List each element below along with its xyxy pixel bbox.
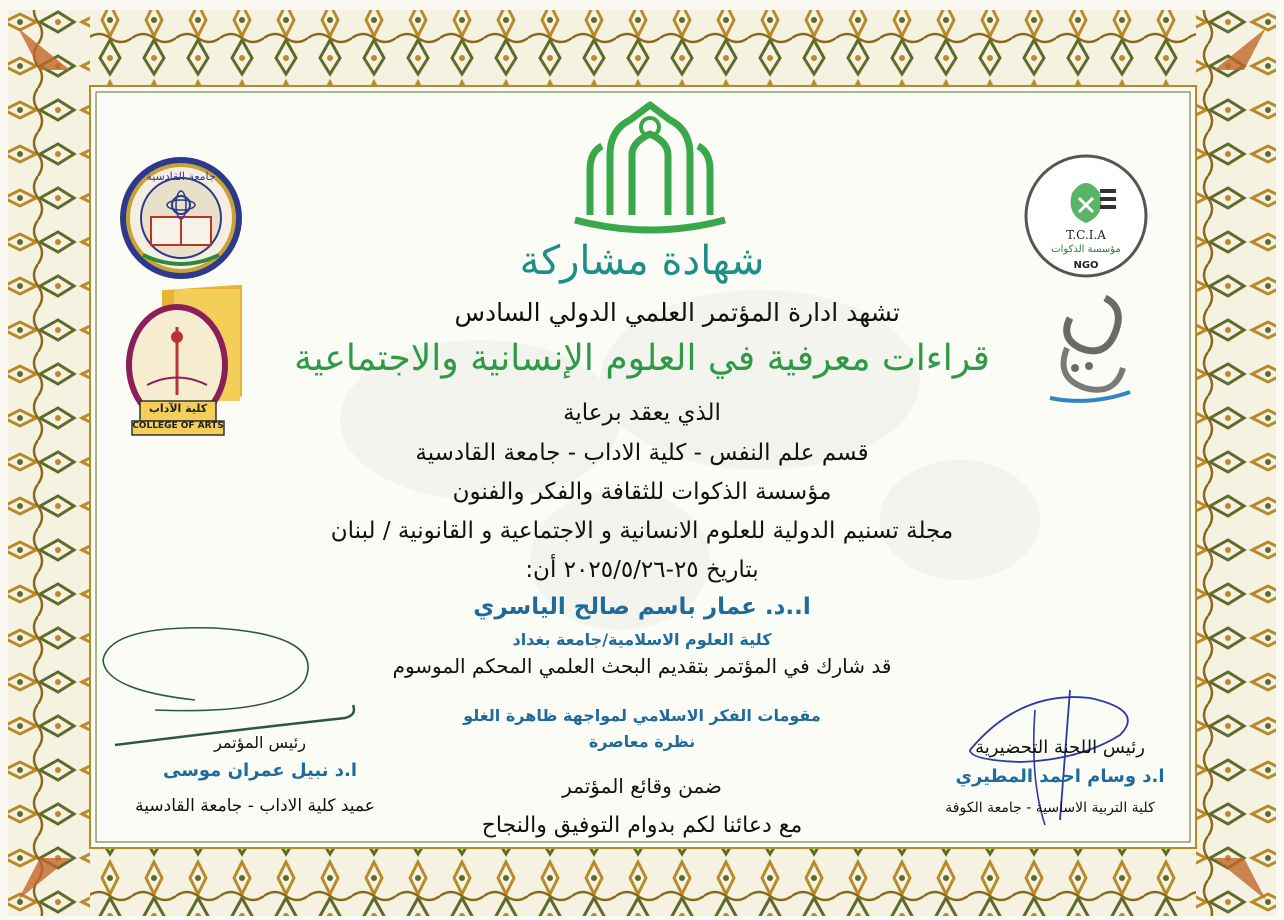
sponsor-line-1: قسم علم النفس - كلية الاداب - جامعة القادسية [415,440,869,466]
sponsor-line-2: مؤسسة الذكوات للثقافة والفكر والفنون [452,479,832,505]
left-signatory-name: ا.د نبيل عمران موسى [162,760,357,781]
participant-name: ا..د. عمار باسم صالح الياسري [473,594,811,620]
tcia-logo-ngo: NGO [1073,260,1099,271]
left-signatory-title: رئيس المؤتمر [214,733,306,752]
attest-line: تشهد ادارة المؤتمر العلمي الدولي السادس [454,298,900,327]
left-signature [95,620,365,750]
participation-text: قد شارك في المؤتمر بتقديم البحث العلمي المحكم الموسوم [392,654,892,678]
left-signatory-role: عميد كلية الاداب - جامعة القادسية [135,796,375,816]
right-signatory-role: كلية التربية الاساسية - جامعة الكوفة [945,800,1155,816]
qadisiyah-logo-text: جامعة القادسية [146,170,216,183]
right-signatory-title: رئيس اللجنة التحضيرية [975,737,1145,758]
research-title-line-1: مقومات الفكر الاسلامي لمواجهة ظاهرة الغلو [463,706,821,725]
right-signatory-name: ا.د وسام احمد المطيري [955,766,1165,787]
research-title-line-2: نظرة معاصرة [588,732,696,751]
tcia-logo-title: T.C.I.A [1066,228,1106,242]
closing-text: مع دعائنا لكم بدوام التوفيق والنجاح [481,813,803,838]
college-of-arts-logo-en: COLLEGE OF ARTS [132,421,224,431]
sponsor-line-3: مجلة تسنيم الدولية للعلوم الانسانية و الاجتماعية و القانونية / لبنان [330,518,954,544]
conference-name: قراءات معرفية في العلوم الإنسانية والاجتماعية [294,338,990,379]
college-of-arts-logo-text: كلية الآداب [148,402,208,415]
proceedings-text: ضمن وقائع المؤتمر [562,774,722,798]
certificate-title: شهادة مشاركة [519,238,765,284]
participant-affiliation: كلية العلوم الاسلامية/جامعة بغداد [512,630,772,649]
tcia-logo-arabic: مؤسسة الذكوات [1051,244,1121,255]
date-line: بتاريخ ٢٥-٢٠٢٥/٥/٢٦ أن: [525,557,759,583]
sponsor-intro: الذي يعقد برعاية [563,400,721,426]
conference-emblem [570,100,730,235]
